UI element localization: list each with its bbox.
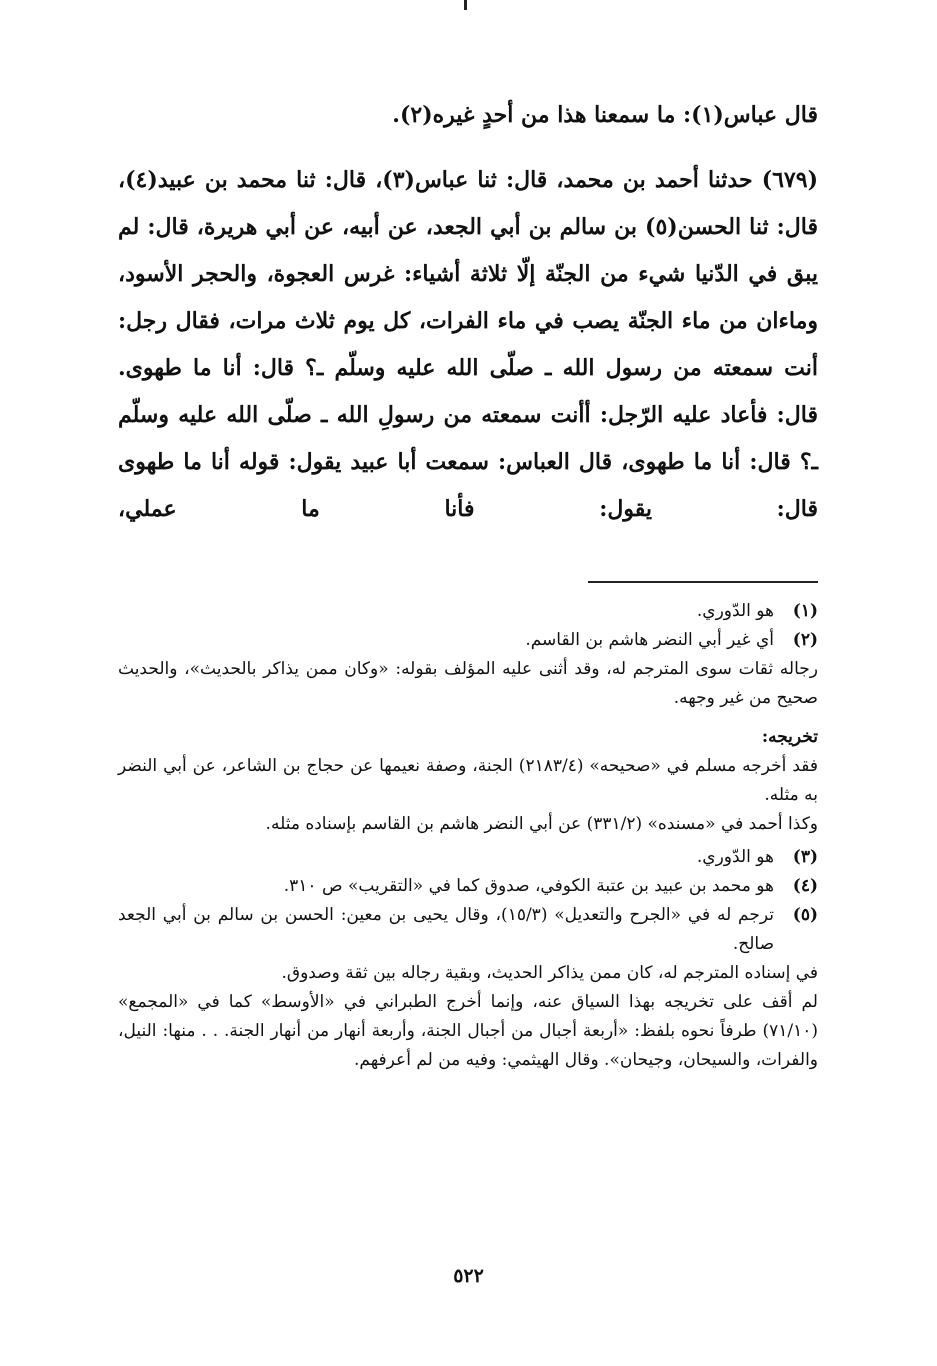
footnote-text: هو محمد بن عبيد بن عتبة الكوفي، صدوق كما في «التقريب» ص ٣١٠.	[283, 876, 774, 896]
footnote-paragraph: رجاله ثقات سوى المترجم له، وقد أثنى عليه المؤلف بقوله: «وكان ممن يذاكر بالحديث»، والحديث صحيح من غير وجهه.	[118, 659, 818, 708]
footnote-paragraph: في إسناده المترجم له، كان ممن يذاكر الحديث، وبقية رجاله بين ثقة وصدوق.	[281, 963, 818, 983]
footnote-paragraph: فقد أخرجه مسلم في «صحيحه» (٢١٨٣/٤) الجنة، وصفة نعيمها عن حجاج بن الشاعر، عن أبي النضر به مثله.	[118, 756, 818, 805]
footnote-text: هو الدّوري.	[696, 601, 774, 621]
hadith-paragraph: (٦٧٩) حدثنا أحمد بن محمد، قال: ثنا عباس(٣)، قال: ثنا محمد بن عبيد(٤)، قال: ثنا الحسن(٥) بن سالم بن أبي الجعد، عن أبيه، عن أبي هريرة، قال: لم يبق في الدّنيا شيء من الجنّة إلّا ثلاثة أشياء: غرس العجوة، والحجر الأسود، وماءان من ماء الجنّة يصب في ماء الفرات، كل يوم ثلاث مرات، فقال رجل: أنت سمعته من رسول الله ـ صلّى الله عليه وسلّم ـ؟ قال: أنا ما طهوى. قال: فأعاد عليه الرّجل: أأنت سمعته من رسولِ الله ـ صلّى الله عليه وسلّم ـ؟ قال: أنا ما طهوى، قال العباس: سمعت أبا عبيد يقول: قوله أنا ما طهوى قال: يقول: فأنا ما عملي،	[118, 167, 818, 522]
footnote-3	[118, 843, 818, 872]
footnote-separator	[588, 581, 818, 583]
footnote-5-details	[118, 959, 818, 1075]
page-number: ٥٢٢	[453, 1265, 484, 1287]
footnote-5	[118, 901, 818, 959]
footnote-paragraph: لم أقف على تخريجه بهذا السياق عنه، وإنما أخرج الطبراني في «الأوسط» كما في «المجمع» (٧١/١٠) طرفاً نحوه بلفظ: «أربعة أجبال من أجبال الجنة، وأربعة أنهار من أنهار الجنة. . . منها: النيل، والفرات، والسيحان، وجيحان». وقال الهيثمي: وفيه من لم أعرفهم.	[118, 992, 818, 1070]
footnote-number: (٤)	[792, 876, 818, 896]
footnote-number: (٢)	[792, 630, 818, 650]
footnote-4	[118, 872, 818, 901]
footnote-2	[118, 626, 818, 655]
footnote-number: (٥)	[792, 905, 818, 925]
footnote-text: هو الدّوري.	[696, 847, 774, 867]
footnote-text: ترجم له في «الجرح والتعديل» (١٥/٣)، وقال يحيى بن معين: الحسن بن سالم بن أبي الجعد صالح.	[118, 905, 774, 954]
footnote-1	[118, 597, 818, 626]
footnote-2-details	[118, 655, 818, 839]
takhrij-heading: تخريجه:	[761, 727, 818, 747]
main-text	[118, 92, 818, 533]
footnote-text: أي غير أبي النضر هاشم بن القاسم.	[525, 630, 774, 650]
footnote-number: (٣)	[792, 847, 818, 867]
footnotes	[118, 597, 818, 1075]
footnote-paragraph: وكذا أحمد في «مسنده» (٣٣١/٢) عن أبي النضر هاشم بن القاسم بإسناده مثله.	[265, 814, 818, 834]
footnote-number: (١)	[792, 601, 818, 621]
top-mark	[464, 0, 467, 10]
opening-line: قال عباس(١): ما سمعنا هذا من أحدٍ غيره(٢).	[392, 102, 818, 128]
